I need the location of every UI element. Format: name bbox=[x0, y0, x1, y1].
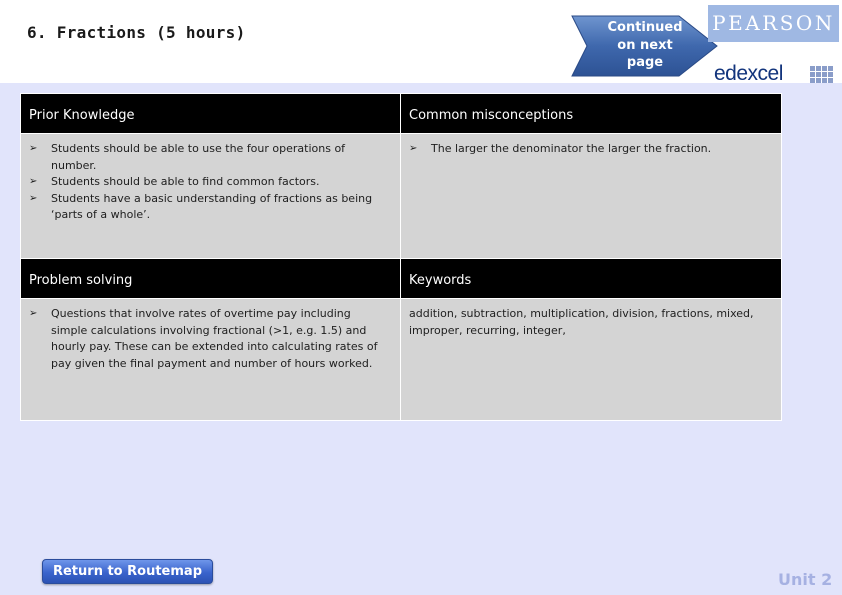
list-item: ➢ Students should be able to find common factors. bbox=[29, 174, 390, 191]
continued-line-2: on next bbox=[617, 37, 673, 53]
edexcel-logo bbox=[708, 61, 839, 87]
pearson-logo: PEARSON bbox=[708, 5, 839, 42]
continued-on-next-page-button[interactable] bbox=[569, 14, 719, 78]
arrow-bullet-icon: ➢ bbox=[29, 192, 38, 204]
arrow-bullet-icon: ➢ bbox=[409, 143, 418, 154]
edexcel-wordmark: edexcel bbox=[714, 62, 783, 85]
arrow-bullet-icon: ➢ bbox=[29, 176, 38, 187]
prior-knowledge-cell bbox=[21, 134, 401, 259]
common-misconceptions-heading: Common misconceptions bbox=[401, 94, 782, 134]
unit-info-table bbox=[20, 93, 782, 421]
list-item: ➢ Students have a basic understanding of fractions as being ‘parts of a whole’. bbox=[29, 191, 373, 221]
edexcel-dots-icon bbox=[810, 66, 834, 84]
common-misconceptions-cell bbox=[401, 134, 782, 259]
keywords-heading: Keywords bbox=[401, 259, 782, 299]
list-item: ➢ The larger the denominator the larger the fraction. bbox=[409, 141, 771, 158]
arrow-bullet-icon: ➢ bbox=[29, 308, 38, 319]
unit-label: Unit 2 bbox=[778, 570, 833, 589]
problem-solving-heading: Problem solving bbox=[21, 259, 401, 299]
arrow-bullet-icon: ➢ bbox=[29, 143, 38, 154]
page-title: 6. Fractions (5 hours) bbox=[27, 23, 246, 42]
continued-line-3: page bbox=[626, 55, 664, 70]
prior-knowledge-heading: Prior Knowledge bbox=[21, 94, 401, 134]
continued-line-1: Continued bbox=[607, 20, 683, 35]
list-item: ➢ Questions that involve rates of overtime pay including simple calculations involving fractional (>1, e.g. 1.5) and hourly pay. These can be extended into calculating rates of pay given the final payment and number of hours worked. bbox=[29, 307, 378, 370]
return-to-routemap-button[interactable]: Return to Routemap bbox=[42, 559, 213, 584]
problem-solving-cell bbox=[21, 299, 401, 421]
list-item: ➢ Students should be able to use the four operations of number. bbox=[29, 142, 346, 172]
keywords-cell bbox=[401, 299, 782, 421]
keywords-text: addition, subtraction, multiplication, division, fractions, mixed, improper, recurring, integer, bbox=[409, 307, 754, 337]
